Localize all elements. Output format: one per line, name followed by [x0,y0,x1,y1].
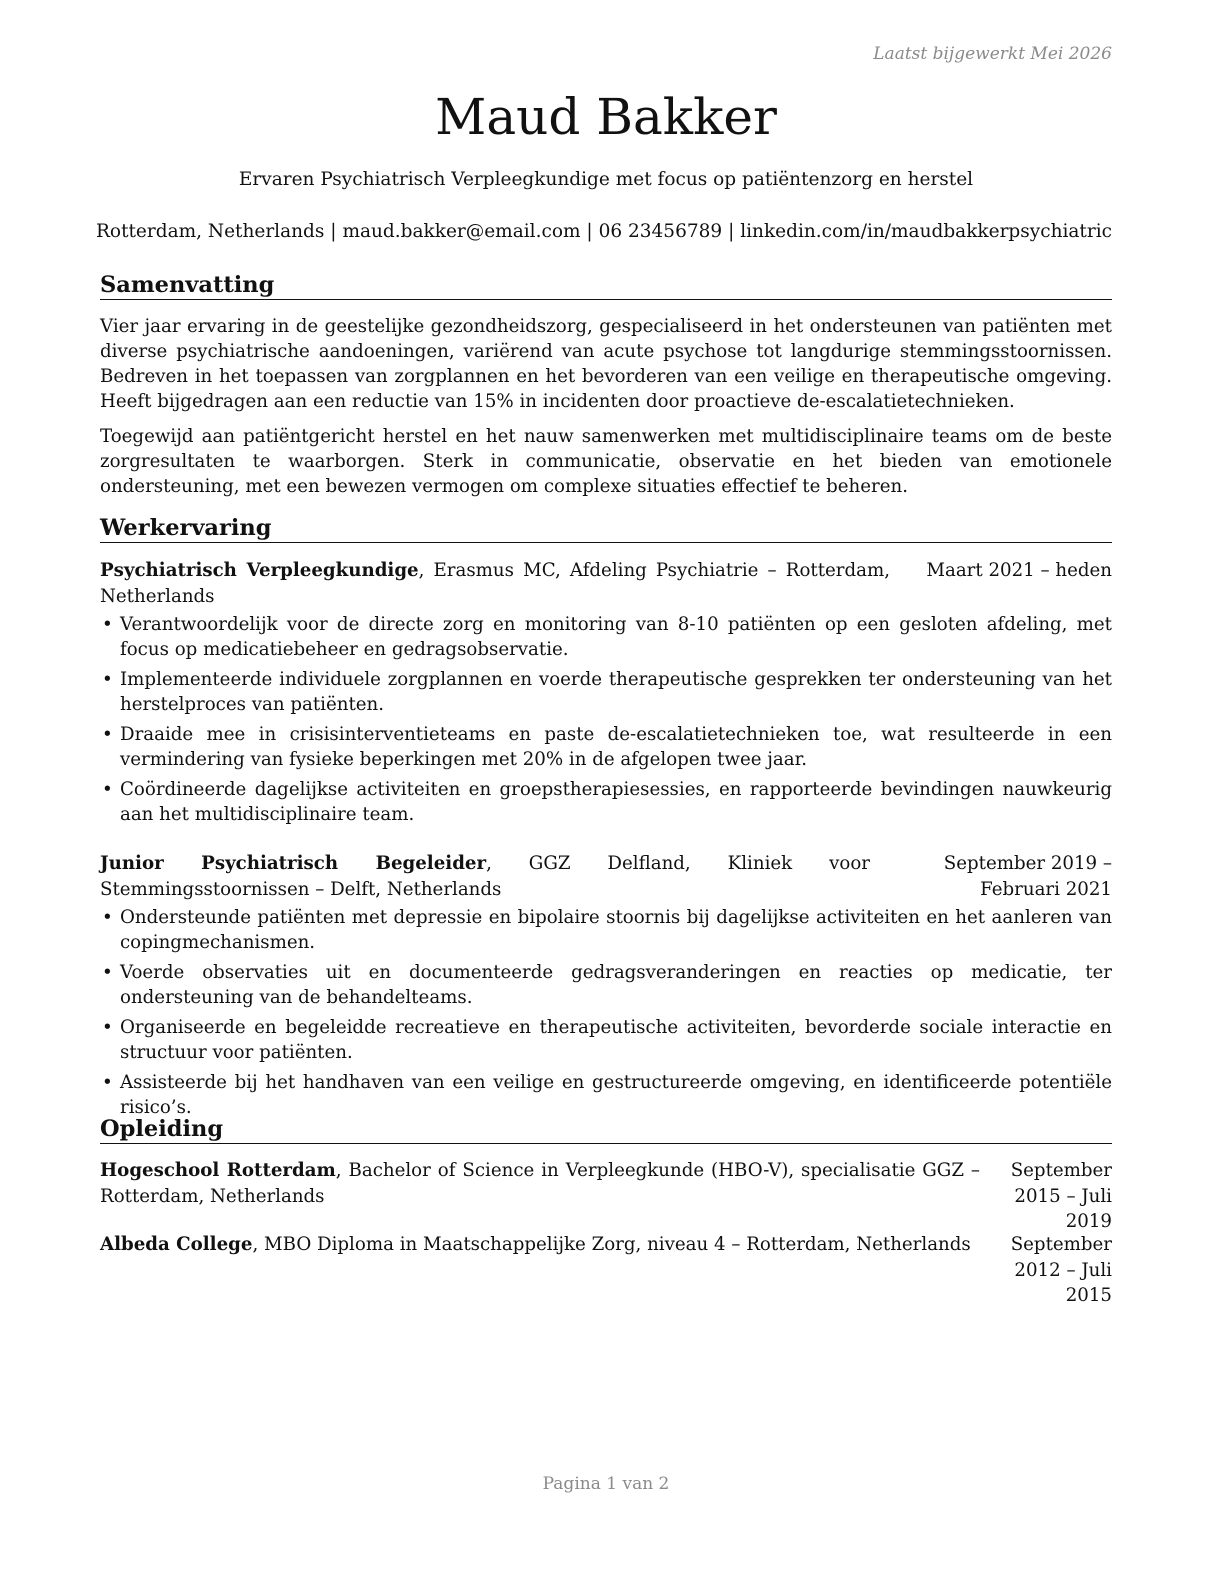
list-item: • Verantwoordelijk voor de directe zorg en monitoring van 8-10 patiënten op een gesloten afdeling, met focus op medicatiebeheer en gedragsobservatie. [100,612,1112,662]
summary-paragraph: Vier jaar ervaring in de geestelijke gezondheidszorg, gespecialiseerd in het ondersteunen van patiënten met diverse psychiatrische aandoeningen, variërend van acute psychose tot langdurige stemmingsstoornissen. Bedreven in het toepassen van zorgplannen en het bevorderen van een veilige en therapeutische omgeving. Heeft bijgedragen aan een reductie van 15% in incidenten door proactieve de-escalatietechnieken. [100,316,1112,412]
resume-page [96,0,1112,1584]
job-org: , GGZ Delfland, Kliniek voor Stemmingsstoornissen – Delft, Netherlands [100,853,870,900]
job-role: Junior Psychiatrisch Begeleider [100,853,487,874]
list-item: • Voerde observaties uit en documenteerde gedragsveranderingen en reacties op medicatie, ter ondersteuning van de behandelteams. [100,960,1112,1010]
section-title-education: Opleiding [100,1115,1112,1144]
job-dates: Maart 2021 – heden [926,560,1112,581]
contact-location: Rotterdam, Netherlands [96,221,325,242]
job-bullets [100,612,1112,832]
contact-linkedin[interactable]: linkedin.com/in/maudbakkerpsychiatric [740,221,1112,242]
list-item: • Draaide mee in crisisinterventieteams en paste de-escalatietechnieken toe, wat resulteerde in een vermindering van fysieke beperkingen met 20% in de afgelopen twee jaar. [100,722,1112,772]
tagline: Ervaren Psychiatrisch Verpleegkundige met focus op patiëntenzorg en herstel [238,169,974,190]
list-item: • Organiseerde en begeleidde recreatieve en therapeutische activiteiten, bevorderde sociale interactie en structuur voor patiënten. [100,1015,1112,1065]
education-detail: , MBO Diploma in Maatschappelijke Zorg, niveau 4 – Rotterdam, Netherlands [252,1234,971,1255]
contact-phone: 06 23456789 [598,221,723,242]
candidate-name: Maud Bakker [435,88,777,146]
job-title-line [100,558,890,609]
contact-line [96,220,1112,244]
education-title-line [100,1232,980,1258]
job-role: Psychiatrisch Verpleegkundige [100,560,419,581]
list-item: • Coördineerde dagelijkse activiteiten en groepstherapiesessies, en rapporteerde bevindingen nauwkeurig aan het multidisciplinaire team. [100,777,1112,827]
section-title-summary: Samenvatting [100,271,1112,300]
education-title-line [100,1158,980,1209]
job-dates: September 2019 – Februari 2021 [943,853,1112,900]
education-dates: September 2012 – Juli 2015 [1010,1234,1112,1306]
job-bullets [100,905,1112,1125]
job-org: , Erasmus MC, Afdeling Psychiatrie – Rotterdam, Netherlands [100,560,890,607]
education-dates: September 2015 – Juli 2019 [1010,1160,1112,1232]
contact-separator: | [728,221,735,242]
contact-separator: | [330,221,337,242]
list-item: • Ondersteunde patiënten met depressie en bipolaire stoornis bij dagelijkse activiteiten en het aanleren van copingmechanismen. [100,905,1112,955]
contact-separator: | [586,221,593,242]
education-school: Hogeschool Rotterdam [100,1160,336,1181]
list-item: • Assisteerde bij het handhaven van een veilige en gestructureerde omgeving, en identificeerde potentiële risico’s. [100,1070,1112,1120]
page-number: Pagina 1 van 2 [542,1474,670,1494]
education-detail: , Bachelor of Science in Verpleegkunde (HBO-V), specialisatie GGZ – Rotterdam, Netherlands [100,1160,981,1207]
education-school: Albeda College [100,1234,253,1255]
section-title-experience: Werkervaring [100,514,1112,543]
job-title-line [100,851,870,902]
contact-email[interactable]: maud.bakker@email.com [342,221,581,242]
last-updated: Laatst bijgewerkt Mei 2026 [873,44,1112,64]
list-item: • Implementeerde individuele zorgplannen en voerde therapeutische gesprekken ter ondersteuning van het herstelproces van patiënten. [100,667,1112,717]
summary-paragraph: Toegewijd aan patiëntgericht herstel en het nauw samenwerken met multidisciplinaire teams om de beste zorgresultaten te waarborgen. Sterk in communicatie, observatie en het bieden van emotionele ondersteuning, met een bewezen vermogen om complexe situaties effectief te beheren. [100,426,1112,497]
